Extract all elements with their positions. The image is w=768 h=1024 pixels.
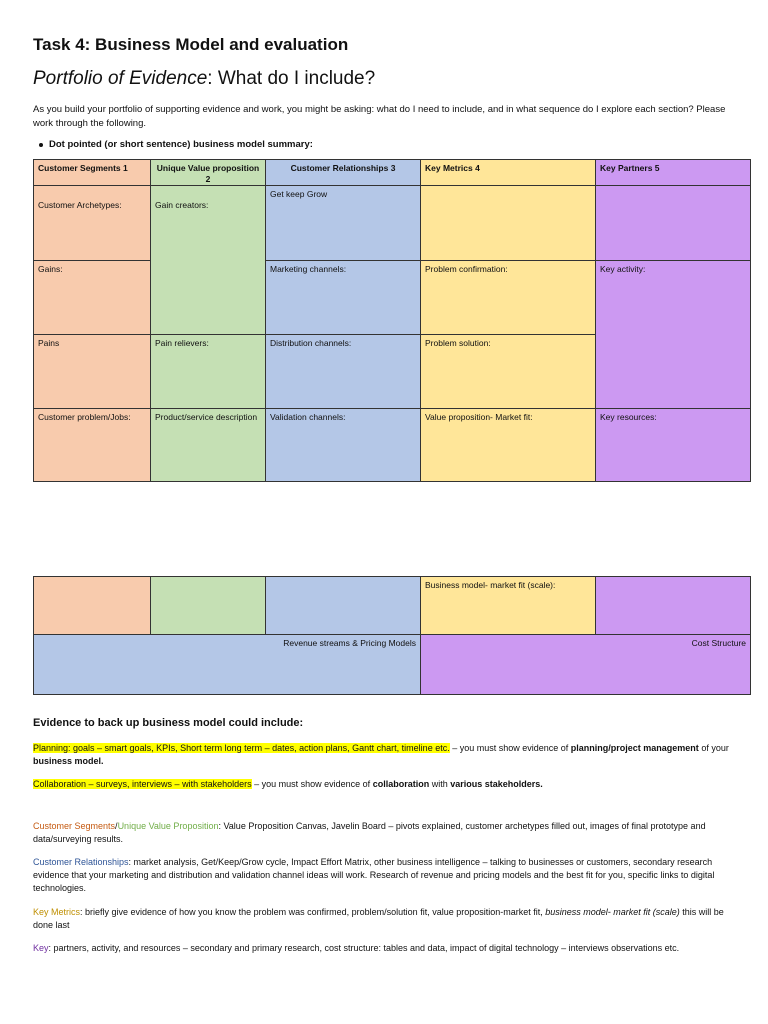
unique-value-label: Unique Value Proposition (117, 821, 219, 831)
evidence-customer-segments (33, 820, 738, 846)
cell-key-activity[interactable]: Key activity: (595, 260, 751, 409)
cell-customer-problem-jobs[interactable]: Customer problem/Jobs: (33, 408, 151, 482)
cell-key-metrics-top[interactable] (420, 185, 596, 261)
cell-customer-archetypes[interactable]: Customer Archetypes: (33, 185, 151, 261)
cell-validation-channels[interactable]: Validation channels: (265, 408, 421, 482)
evidence-key (33, 942, 738, 955)
bullet-dot-icon (39, 143, 43, 147)
customer-relationships-label: Customer Relationships (33, 857, 129, 867)
cell-get-keep-grow[interactable]: Get keep Grow (265, 185, 421, 261)
customer-relationships-text: : market analysis, Get/Keep/Grow cycle, Impact Effort Matrix, other business intelligence – talking to businesses or customers, secondary research evidence that your marketing and distribution and validation channel ideas will work. Research of revenue and pricing models and the best fit for you, specific links to digital technologies. (33, 857, 715, 893)
cell-problem-solution[interactable]: Problem solution: (420, 334, 596, 409)
evidence-collaboration (33, 778, 738, 791)
cell-gains[interactable]: Gains: (33, 260, 151, 335)
cell-pain-relievers[interactable]: Pain relievers: (150, 334, 266, 409)
header-customer-relationships: Customer Relationships 3 (265, 159, 421, 186)
cell-bottom-customer-relationships[interactable] (265, 576, 421, 635)
key-metrics-text2: this will be done last (33, 907, 724, 930)
task-title: Task 4: Business Model and evaluation (33, 35, 349, 54)
cell-key-resources[interactable]: Key resources: (595, 408, 751, 482)
cell-cost-structure[interactable]: Cost Structure (420, 634, 751, 695)
collaboration-highlight: Collaboration – surveys, interviews – with stakeholders (33, 779, 252, 789)
planning-bold1: planning/project management (570, 743, 699, 753)
collaboration-text1: – you must show evidence of (251, 779, 373, 789)
cell-business-model-fit[interactable]: Business model- market fit (scale): (420, 576, 596, 635)
key-metrics-label: Key Metrics (33, 907, 81, 917)
cell-bottom-key-partners[interactable] (595, 576, 751, 635)
customer-segments-label: Customer Segments (33, 821, 116, 831)
bullet-summary (49, 139, 313, 150)
cell-marketing-channels[interactable]: Marketing channels: (265, 260, 421, 335)
customer-segments-text: : Value Proposition Canvas, Javelin Board – pivots explained, customer archetypes filled out, images of final prototype and data/surveying results. (33, 821, 706, 844)
evidence-key-metrics (33, 906, 738, 932)
segments-slash: / (115, 821, 118, 831)
collaboration-bold2: various stakeholders. (450, 779, 543, 789)
header-unique-value: Unique Value proposition 2 (150, 159, 266, 186)
subtitle-rest: : What do I include? (207, 68, 376, 89)
key-label: Key (33, 943, 49, 953)
evidence-customer-relationships (33, 856, 738, 895)
planning-text1: – you must show evidence of (449, 743, 571, 753)
cell-gain-creators[interactable]: Gain creators: (150, 185, 266, 335)
evidence-planning (33, 742, 738, 768)
header-customer-segments: Customer Segments 1 (33, 159, 151, 186)
cell-value-prop-market-fit[interactable]: Value proposition- Market fit: (420, 408, 596, 482)
cell-distribution-channels[interactable]: Distribution channels: (265, 334, 421, 409)
header-key-metrics: Key Metrics 4 (420, 159, 596, 186)
cell-pains[interactable]: Pains (33, 334, 151, 409)
bullet-text: Dot pointed (or short sentence) business model summary: (49, 139, 313, 150)
key-metrics-italic: business model- market fit (scale) (545, 907, 680, 917)
planning-text2: of your (698, 743, 729, 753)
cell-problem-confirmation[interactable]: Problem confirmation: (420, 260, 596, 335)
evidence-title: Evidence to back up business model could include: (33, 717, 304, 729)
planning-highlight: Planning: goals – smart goals, KPIs, Short term long term – dates, action plans, Gantt chart, timeline etc. (33, 743, 450, 753)
header-key-partners: Key Partners 5 (595, 159, 751, 186)
key-metrics-text: : briefly give evidence of how you know the problem was confirmed, problem/solution fit, value proposition-market fit, (80, 907, 546, 917)
key-text: : partners, activity, and resources – secondary and primary research, cost structure: tables and data, impact of digital technology – interviews observations etc. (48, 943, 680, 953)
cell-key-partners-top[interactable] (595, 185, 751, 261)
planning-bold2: business model. (33, 756, 104, 766)
cell-bottom-value-proposition[interactable] (150, 576, 266, 635)
subtitle-italic: Portfolio of Evidence (33, 68, 208, 89)
cell-revenue-streams[interactable]: Revenue streams & Pricing Models (33, 634, 421, 695)
page-subtitle (33, 68, 375, 90)
cell-product-service-description[interactable]: Product/service description (150, 408, 266, 482)
cell-bottom-customer-segments[interactable] (33, 576, 151, 635)
collaboration-bold1: collaboration (372, 779, 430, 789)
collaboration-text2: with (429, 779, 451, 789)
intro-paragraph: As you build your portfolio of supporting evidence and work, you might be asking: what do I need to include, and in what sequence do I explore each section? Please work through the following. (33, 104, 726, 129)
